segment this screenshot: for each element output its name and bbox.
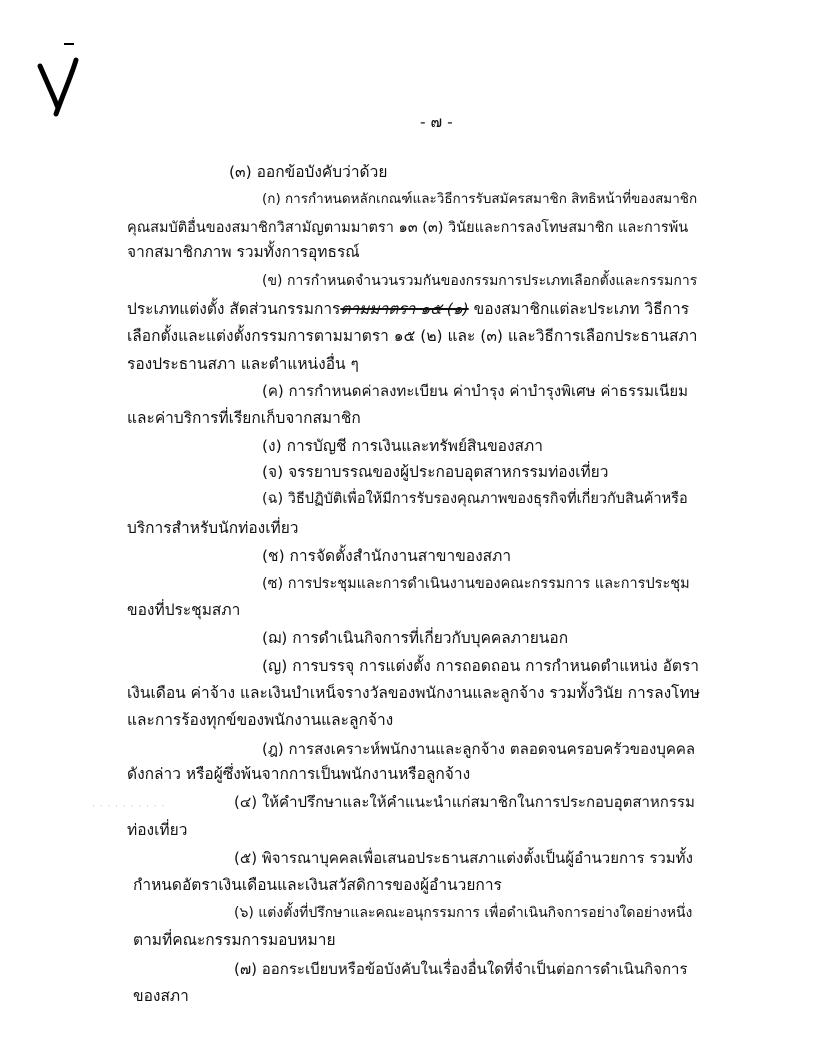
page-number: - ๗ -: [420, 113, 453, 131]
handwritten-margin-mark: [34, 38, 84, 118]
item-4-line-1: (๔) ให้คำปรึกษาและให้คำแนะนำแก่สมาชิกในการประกอบอุตสาหกรรม: [234, 793, 695, 811]
clause-a-line-2: คุณสมบัติอื่นของสมาชิกวิสามัญตามมาตรา ๑๓ (๓) วินัยและการลงโทษสมาชิก และการพ้น: [127, 220, 689, 236]
item-6-line-2: ตามที่คณะกรรมการมอบหมาย: [133, 931, 336, 949]
clause-k-line-2: ดังกล่าว หรือผู้ซึ่งพ้นจากการเป็นพนักงานหรือลูกจ้าง: [127, 765, 471, 783]
clause-h-line-2: ของที่ประชุมสภา: [127, 601, 241, 619]
clause-g: (ช) การจัดตั้งสำนักงานสาขาของสภา: [262, 547, 512, 565]
clause-f-line-2: บริการสำหรับนักท่องเที่ยว: [127, 519, 299, 537]
clause-j-line-1: (ญ) การบรรจุ การแต่งตั้ง การถอดถอน การกำหนดตำแหน่ง อัตรา: [262, 657, 699, 675]
item-5-line-1: (๕) พิจารณาบุคคลเพื่อเสนอประธานสภาแต่งตั้งเป็นผู้อำนวยการ รวมทั้ง: [234, 849, 693, 867]
clause-b-line-1: (ข) การกำหนดจำนวนรวมกันของกรรมการประเภทเลือกตั้งและกรรมการ: [262, 273, 698, 289]
item-7-line-1: (๗) ออกระเบียบหรือข้อบังคับในเรื่องอื่นใดที่จำเป็นต่อการดำเนินกิจการ: [234, 960, 688, 978]
clause-b-line-4: รองประธานสภา และตำแหน่งอื่น ๆ: [127, 355, 359, 373]
item-4-line-2: ท่องเที่ยว: [127, 821, 188, 839]
item-6-line-1: (๖) แต่งตั้งที่ปรึกษาและคณะอนุกรรมการ เพื่อดำเนินกิจการอย่างใดอย่างหนึ่ง: [234, 905, 693, 921]
clause-c-line-1: (ค) การกำหนดค่าลงทะเบียน ค่าบำรุง ค่าบำรุงพิเศษ ค่าธรรมเนียม: [262, 382, 689, 400]
clause-a-line-3: จากสมาชิกภาพ รวมทั้งการอุทธรณ์: [127, 243, 360, 261]
scan-noise: · · · · · · · · · ·: [92, 802, 166, 812]
item-5-line-2: กำหนดอัตราเงินเดือนและเงินสวัสดิการของผู้อำนวยการ: [133, 876, 502, 894]
clause-c-line-2: และค่าบริการที่เรียกเก็บจากสมาชิก: [127, 409, 361, 427]
clause-b-line-3: เลือกตั้งและแต่งตั้งกรรมการตามมาตรา ๑๕ (๒) และ (๓) และวิธีการเลือกประธานสภา: [127, 327, 698, 345]
clause-f-line-1: (ฉ) วิธีปฏิบัติเพื่อให้มีการรับรองคุณภาพของธุรกิจที่เกี่ยวกับสินค้าหรือ: [262, 491, 688, 507]
clause-a-line-1: (ก) การกำหนดหลักเกณฑ์และวิธีการรับสมัครสมาชิก สิทธิหน้าที่ของสมาชิก: [262, 191, 698, 207]
item-7-line-2: ของสภา: [133, 987, 189, 1005]
clause-k-line-1: (ฎ) การสงเคราะห์พนักงานและลูกจ้าง ตลอดจนครอบครัวของบุคคล: [262, 740, 696, 758]
clause-d: (ง) การบัญชี การเงินและทรัพย์สินของสภา: [262, 437, 543, 455]
item-3-heading: (๓) ออกข้อบังคับว่าด้วย: [229, 163, 388, 181]
clause-b-text-continued: ของสมาชิกแต่ละประเภท วิธีการ: [468, 300, 690, 318]
clause-b-text: ประเภทแต่งตั้ง สัดส่วนกรรมการ: [127, 300, 341, 318]
clause-j-line-3: และการร้องทุกข์ของพนักงานและลูกจ้าง: [127, 711, 394, 729]
clause-i: (ฌ) การดำเนินกิจการที่เกี่ยวกับบุคคลภายนอก: [262, 629, 569, 647]
clause-h-line-1: (ซ) การประชุมและการดำเนินงานของคณะกรรมการ และการประชุม: [262, 576, 690, 592]
clause-j-line-2: เงินเดือน ค่าจ้าง และเงินบำเหน็จรางวัลของพนักงานและลูกจ้าง รวมทั้งวินัย การลงโทษ: [127, 684, 700, 702]
clause-b-line-2: [127, 302, 689, 318]
struck-out-text: ตามมาตรา ๑๕ (๑): [340, 300, 469, 318]
clause-e: (จ) จรรยาบรรณของผู้ประกอบอุตสาหกรรมท่องเที่ยว: [262, 463, 609, 481]
